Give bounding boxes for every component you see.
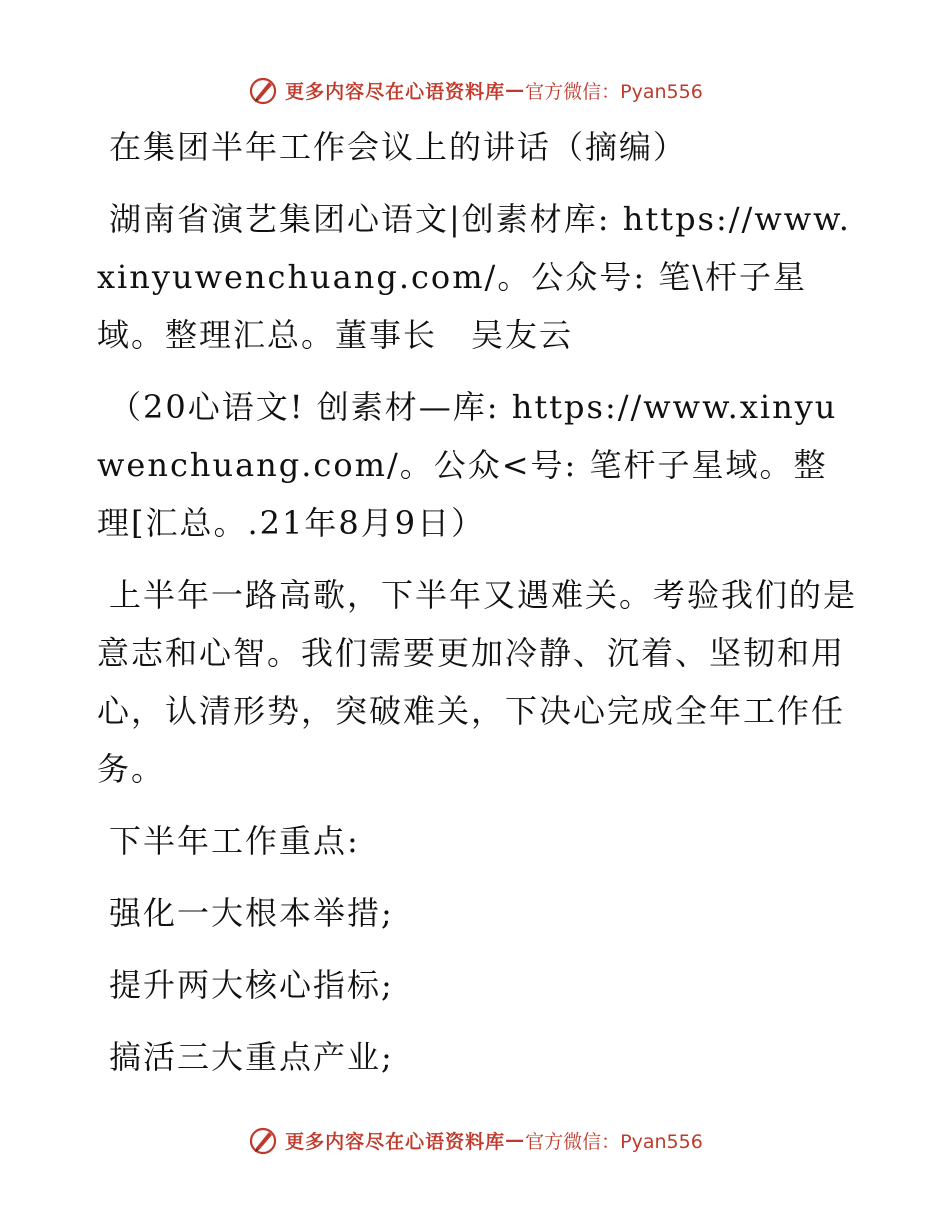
paragraph-item-3: 搞活三大重点产业; — [109, 1038, 394, 1076]
paragraph-intro: 上半年一路高歌，下半年又遇难关。考验我们的是意志和心智。我们需要更加冷静、沉着、坚韧和用心，认清形势，突破难关，下决心完成全年工作任务。 — [97, 576, 858, 788]
pen-logo-icon — [247, 1124, 279, 1156]
watermark-brand-text: 更多内容尽在心语资料库 — [285, 80, 506, 103]
watermark-wechat-text: 官方微信：Pyan556 — [525, 1130, 703, 1153]
footer-watermark — [0, 1120, 950, 1160]
watermark-brand-text: 更多内容尽在心语资料库 — [285, 1130, 506, 1153]
paragraph-item-1: 强化一大根本举措; — [109, 894, 394, 932]
paragraph-focus-heading: 下半年工作重点: — [109, 822, 360, 860]
watermark-wechat-text: 官方微信：Pyan556 — [525, 80, 703, 103]
document-title: 在集团半年工作会议上的讲话（摘编） — [109, 128, 688, 166]
watermark-separator: — — [505, 1129, 526, 1151]
document-body — [97, 118, 857, 1100]
paragraph-item-2: 提升两大核心指标; — [109, 966, 394, 1004]
pen-logo-icon — [247, 74, 279, 106]
paragraph-source: 湖南省演艺集团心语文|创素材库: https://www.xinyuwenchuang.com/。公众号: 笔\杆子星域。整理汇总。董事长 吴友云 — [97, 200, 851, 354]
header-watermark — [0, 70, 950, 110]
watermark-separator: — — [505, 79, 526, 101]
paragraph-date: （20心语文! 创素材—库: https://www.xinyuwenchuang.com/。公众<号: 笔杆子星域。整理[汇总。.21年8月9日） — [97, 388, 838, 542]
